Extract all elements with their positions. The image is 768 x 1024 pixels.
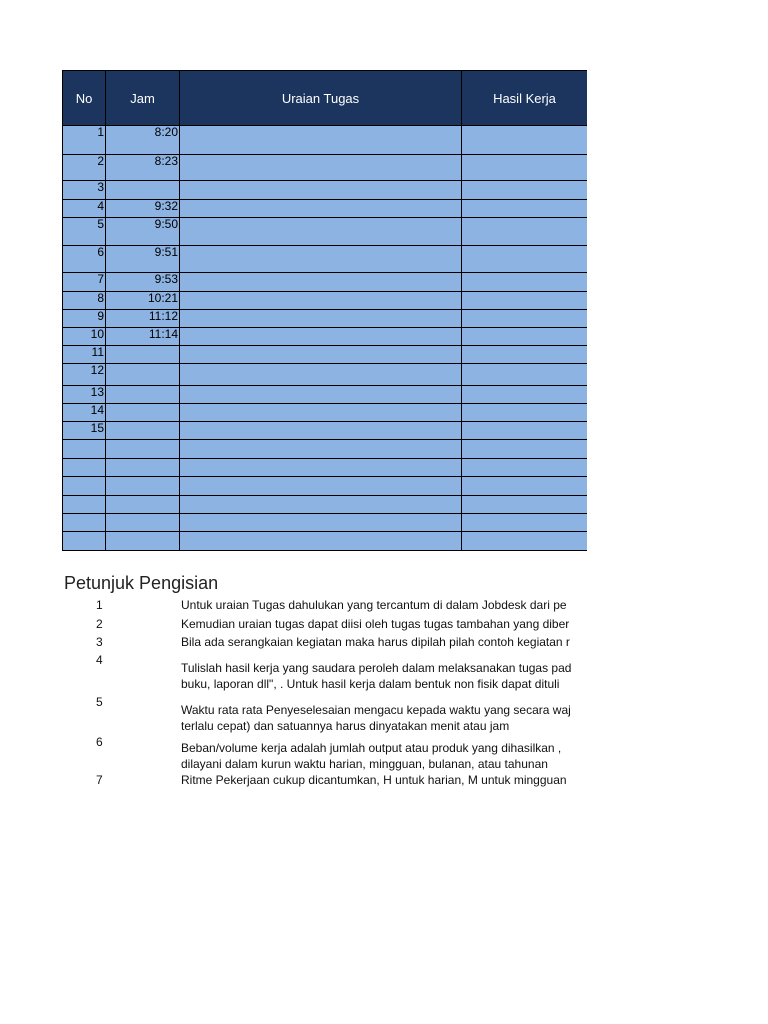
cell-no[interactable]: 15 bbox=[63, 422, 106, 440]
guide-item-text: buku, laporan dll", . Untuk hasil kerja dalam bentuk non fisik dapat dituli bbox=[181, 677, 560, 691]
cell-uraian[interactable] bbox=[180, 328, 462, 346]
page-margin bbox=[587, 0, 768, 1024]
cell-no[interactable]: 12 bbox=[63, 364, 106, 386]
cell-uraian[interactable] bbox=[180, 422, 462, 440]
cell-no[interactable]: 6 bbox=[63, 246, 106, 273]
cell-no[interactable]: 1 bbox=[63, 126, 106, 155]
cell-jam[interactable] bbox=[106, 422, 180, 440]
cell-uraian[interactable] bbox=[180, 477, 462, 496]
guide-item-number: 7 bbox=[96, 773, 103, 787]
cell-uraian[interactable] bbox=[180, 459, 462, 477]
cell-jam[interactable] bbox=[106, 346, 180, 364]
guide-title: Petunjuk Pengisian bbox=[64, 573, 219, 593]
table-row bbox=[63, 440, 588, 459]
cell-no[interactable]: 10 bbox=[63, 328, 106, 346]
cell-uraian[interactable] bbox=[180, 364, 462, 386]
table-row bbox=[63, 532, 588, 551]
table-row bbox=[63, 155, 588, 181]
cell-hasil[interactable] bbox=[462, 404, 588, 422]
guide-item-number: 4 bbox=[96, 653, 103, 667]
cell-jam[interactable]: 10:21 bbox=[106, 292, 180, 310]
cell-jam[interactable] bbox=[106, 440, 180, 459]
cell-jam[interactable]: 8:23 bbox=[106, 155, 180, 181]
cell-no[interactable] bbox=[63, 532, 106, 551]
cell-jam[interactable]: 9:32 bbox=[106, 200, 180, 218]
cell-uraian[interactable] bbox=[180, 346, 462, 364]
cell-jam[interactable] bbox=[106, 477, 180, 496]
guide-item-text: Kemudian uraian tugas dapat diisi oleh tugas tugas tambahan yang diber bbox=[181, 617, 570, 631]
cell-no[interactable] bbox=[63, 514, 106, 532]
guide-item-text: Untuk uraian Tugas dahulukan yang tercantum di dalam Jobdesk dari pe bbox=[181, 598, 567, 612]
cell-no[interactable]: 13 bbox=[63, 386, 106, 404]
cell-jam[interactable]: 8:20 bbox=[106, 126, 180, 155]
cell-hasil[interactable] bbox=[462, 496, 588, 514]
column-header-hasil[interactable]: Hasil Kerja bbox=[462, 71, 588, 126]
cell-uraian[interactable] bbox=[180, 514, 462, 532]
cell-hasil[interactable] bbox=[462, 532, 588, 551]
table-row bbox=[63, 422, 588, 440]
cell-uraian[interactable] bbox=[180, 273, 462, 292]
guide-item-number: 3 bbox=[96, 635, 103, 649]
cell-hasil[interactable] bbox=[462, 422, 588, 440]
cell-hasil[interactable] bbox=[462, 514, 588, 532]
cell-jam[interactable]: 11:12 bbox=[106, 310, 180, 328]
cell-uraian[interactable] bbox=[180, 181, 462, 200]
cell-no[interactable]: 2 bbox=[63, 155, 106, 181]
table-row bbox=[63, 477, 588, 496]
table-row bbox=[63, 364, 588, 386]
cell-no[interactable]: 5 bbox=[63, 218, 106, 246]
cell-no[interactable]: 9 bbox=[63, 310, 106, 328]
cell-hasil[interactable] bbox=[462, 459, 588, 477]
cell-jam[interactable] bbox=[106, 181, 180, 200]
column-header-uraian[interactable]: Uraian Tugas bbox=[180, 71, 462, 126]
table-row bbox=[63, 459, 588, 477]
table-row bbox=[63, 292, 588, 310]
cell-jam[interactable] bbox=[106, 496, 180, 514]
cell-hasil[interactable] bbox=[462, 440, 588, 459]
table-row bbox=[63, 126, 588, 155]
cell-no[interactable]: 3 bbox=[63, 181, 106, 200]
table-row bbox=[63, 514, 588, 532]
cell-no[interactable]: 4 bbox=[63, 200, 106, 218]
cell-no[interactable]: 11 bbox=[63, 346, 106, 364]
guide-item-number: 6 bbox=[96, 735, 103, 749]
table-row bbox=[63, 200, 588, 218]
cell-uraian[interactable] bbox=[180, 386, 462, 404]
table-row bbox=[63, 386, 588, 404]
guide-item-number: 2 bbox=[96, 617, 103, 631]
guide-item-text: Bila ada serangkaian kegiatan maka harus dipilah pilah contoh kegiatan r bbox=[181, 635, 570, 649]
guide-item-number: 5 bbox=[96, 695, 103, 709]
cell-hasil[interactable] bbox=[462, 200, 588, 218]
table-row bbox=[63, 346, 588, 364]
cell-hasil[interactable] bbox=[462, 126, 588, 155]
table-row bbox=[63, 496, 588, 514]
guide-item-text: Tulislah hasil kerja yang saudara peroleh dalam melaksanakan tugas pad bbox=[181, 661, 572, 675]
cell-hasil[interactable] bbox=[462, 386, 588, 404]
cell-no[interactable]: 8 bbox=[63, 292, 106, 310]
cell-uraian[interactable] bbox=[180, 496, 462, 514]
cell-uraian[interactable] bbox=[180, 246, 462, 273]
cell-hasil[interactable] bbox=[462, 310, 588, 328]
task-table bbox=[62, 70, 588, 551]
cell-hasil[interactable] bbox=[462, 364, 588, 386]
cell-hasil[interactable] bbox=[462, 181, 588, 200]
cell-uraian[interactable] bbox=[180, 218, 462, 246]
cell-no[interactable] bbox=[63, 496, 106, 514]
cell-jam[interactable] bbox=[106, 386, 180, 404]
table-row bbox=[63, 273, 588, 292]
cell-hasil[interactable] bbox=[462, 328, 588, 346]
cell-jam[interactable] bbox=[106, 404, 180, 422]
guide-item-text: dilayani dalam kurun waktu harian, mingguan, bulanan, atau tahunan bbox=[181, 757, 548, 771]
table-row bbox=[63, 218, 588, 246]
guide-item-text: Ritme Pekerjaan cukup dicantumkan, H untuk harian, M untuk mingguan bbox=[181, 773, 567, 787]
cell-no[interactable]: 7 bbox=[63, 273, 106, 292]
cell-hasil[interactable] bbox=[462, 273, 588, 292]
cell-jam[interactable] bbox=[106, 514, 180, 532]
cell-uraian[interactable] bbox=[180, 310, 462, 328]
table-row bbox=[63, 404, 588, 422]
guide-item-text: terlalu cepat) dan satuannya harus dinyatakan menit atau jam bbox=[181, 719, 510, 733]
cell-hasil[interactable] bbox=[462, 155, 588, 181]
cell-jam[interactable]: 9:50 bbox=[106, 218, 180, 246]
cell-uraian[interactable] bbox=[180, 126, 462, 155]
cell-jam[interactable] bbox=[106, 364, 180, 386]
cell-uraian[interactable] bbox=[180, 292, 462, 310]
table-row bbox=[63, 328, 588, 346]
guide-item-number: 1 bbox=[96, 598, 103, 612]
cell-no[interactable]: 14 bbox=[63, 404, 106, 422]
table-row bbox=[63, 310, 588, 328]
cell-uraian[interactable] bbox=[180, 532, 462, 551]
cell-uraian[interactable] bbox=[180, 155, 462, 181]
cell-uraian[interactable] bbox=[180, 404, 462, 422]
cell-no[interactable] bbox=[63, 477, 106, 496]
cell-jam[interactable] bbox=[106, 532, 180, 551]
column-header-jam[interactable]: Jam bbox=[106, 71, 180, 126]
table-header-row bbox=[63, 71, 588, 126]
table-row bbox=[63, 246, 588, 273]
cell-hasil[interactable] bbox=[462, 477, 588, 496]
cell-uraian[interactable] bbox=[180, 200, 462, 218]
cell-hasil[interactable] bbox=[462, 246, 588, 273]
task-sheet bbox=[62, 70, 587, 551]
cell-hasil[interactable] bbox=[462, 346, 588, 364]
table-row bbox=[63, 181, 588, 200]
cell-hasil[interactable] bbox=[462, 218, 588, 246]
cell-jam[interactable]: 9:51 bbox=[106, 246, 180, 273]
cell-uraian[interactable] bbox=[180, 440, 462, 459]
cell-no[interactable] bbox=[63, 459, 106, 477]
cell-jam[interactable]: 11:14 bbox=[106, 328, 180, 346]
cell-jam[interactable] bbox=[106, 459, 180, 477]
cell-jam[interactable]: 9:53 bbox=[106, 273, 180, 292]
guide-item-text: Waktu rata rata Penyeselesaian mengacu kepada waktu yang secara waj bbox=[181, 703, 571, 717]
cell-no[interactable] bbox=[63, 440, 106, 459]
guide-item-text: Beban/volume kerja adalah jumlah output atau produk yang dihasilkan , bbox=[181, 741, 562, 755]
cell-hasil[interactable] bbox=[462, 292, 588, 310]
column-header-no[interactable]: No bbox=[63, 71, 106, 126]
